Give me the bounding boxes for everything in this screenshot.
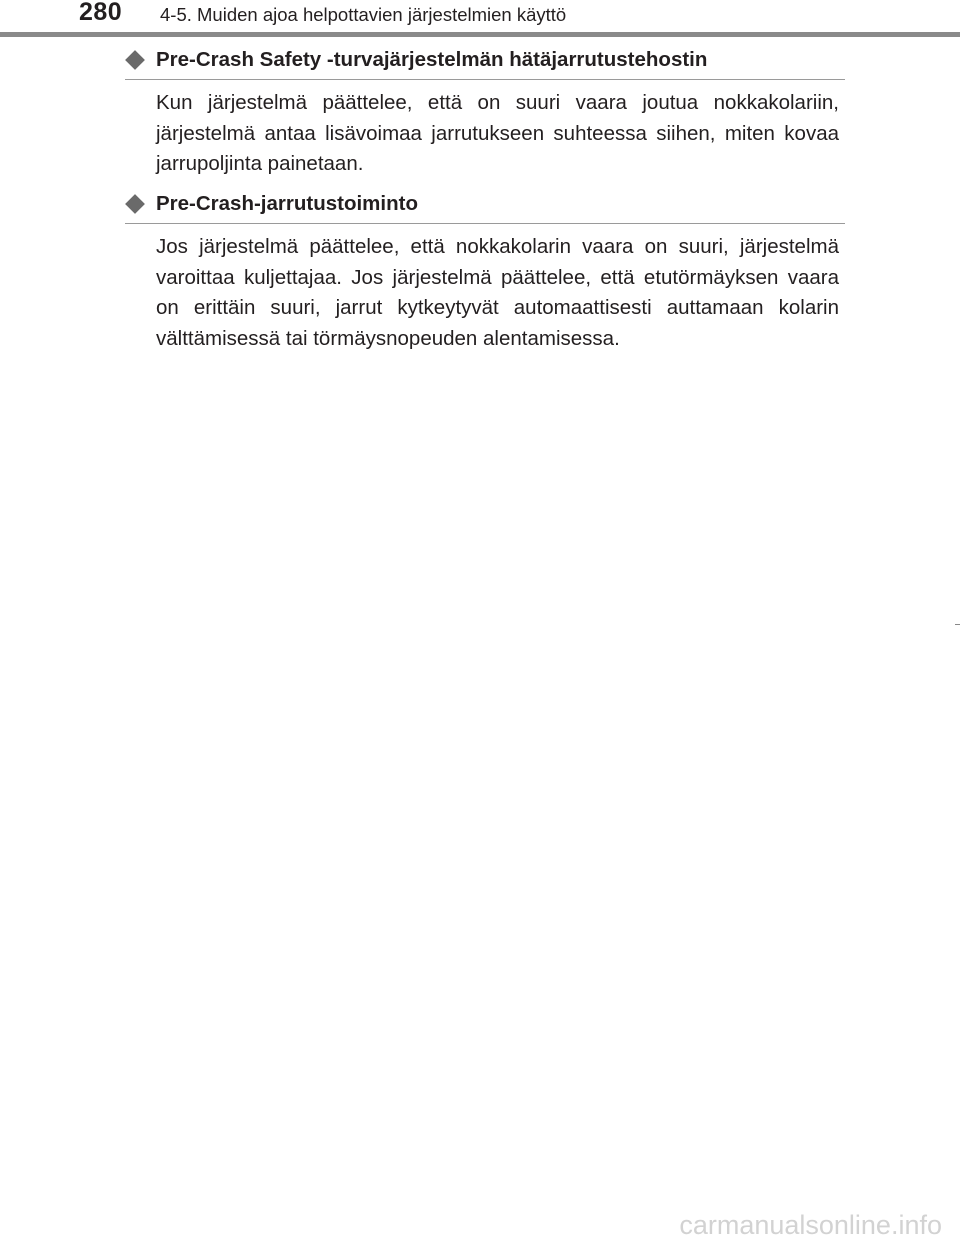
heading-rule [125, 223, 845, 224]
header-rule [0, 32, 960, 37]
diamond-icon [125, 194, 145, 214]
section-body-text: Kun järjestelmä päättelee, että on suuri vaara joutua nokkakolariin, järjestelmä antaa lisävoimaa jarrutukseen suhteessa siihen, miten kovaa jarrupoljinta painetaan. [156, 91, 839, 175]
page-header [0, 0, 960, 40]
section-body-text: Jos järjestelmä päättelee, että nokkakolarin vaara on suuri, järjestelmä varoittaa kuljettajaa. Jos järjestelmä päättelee, että etutörmäyksen vaara on erittäin suuri, jarrut kytkeytyvät automaattisesti auttamaan kolarin välttämisessä tai törmäysnopeuden alentamisessa. [156, 235, 839, 350]
diamond-icon [125, 50, 145, 70]
edge-tick-mark [955, 624, 960, 625]
heading-rule [125, 79, 845, 80]
section-heading [125, 188, 845, 224]
section-heading [125, 44, 845, 80]
chapter-title: 4-5. Muiden ajoa helpottavien järjestelmien käyttö [160, 4, 567, 25]
section-heading-text: Pre-Crash-jarrutustoiminto [156, 192, 418, 215]
watermark: carmanualsonline.info [679, 1210, 942, 1240]
page-number: 280 [79, 0, 123, 26]
section-heading-text: Pre-Crash Safety -turvajärjestelmän hätäjarrutustehostin [156, 48, 708, 71]
